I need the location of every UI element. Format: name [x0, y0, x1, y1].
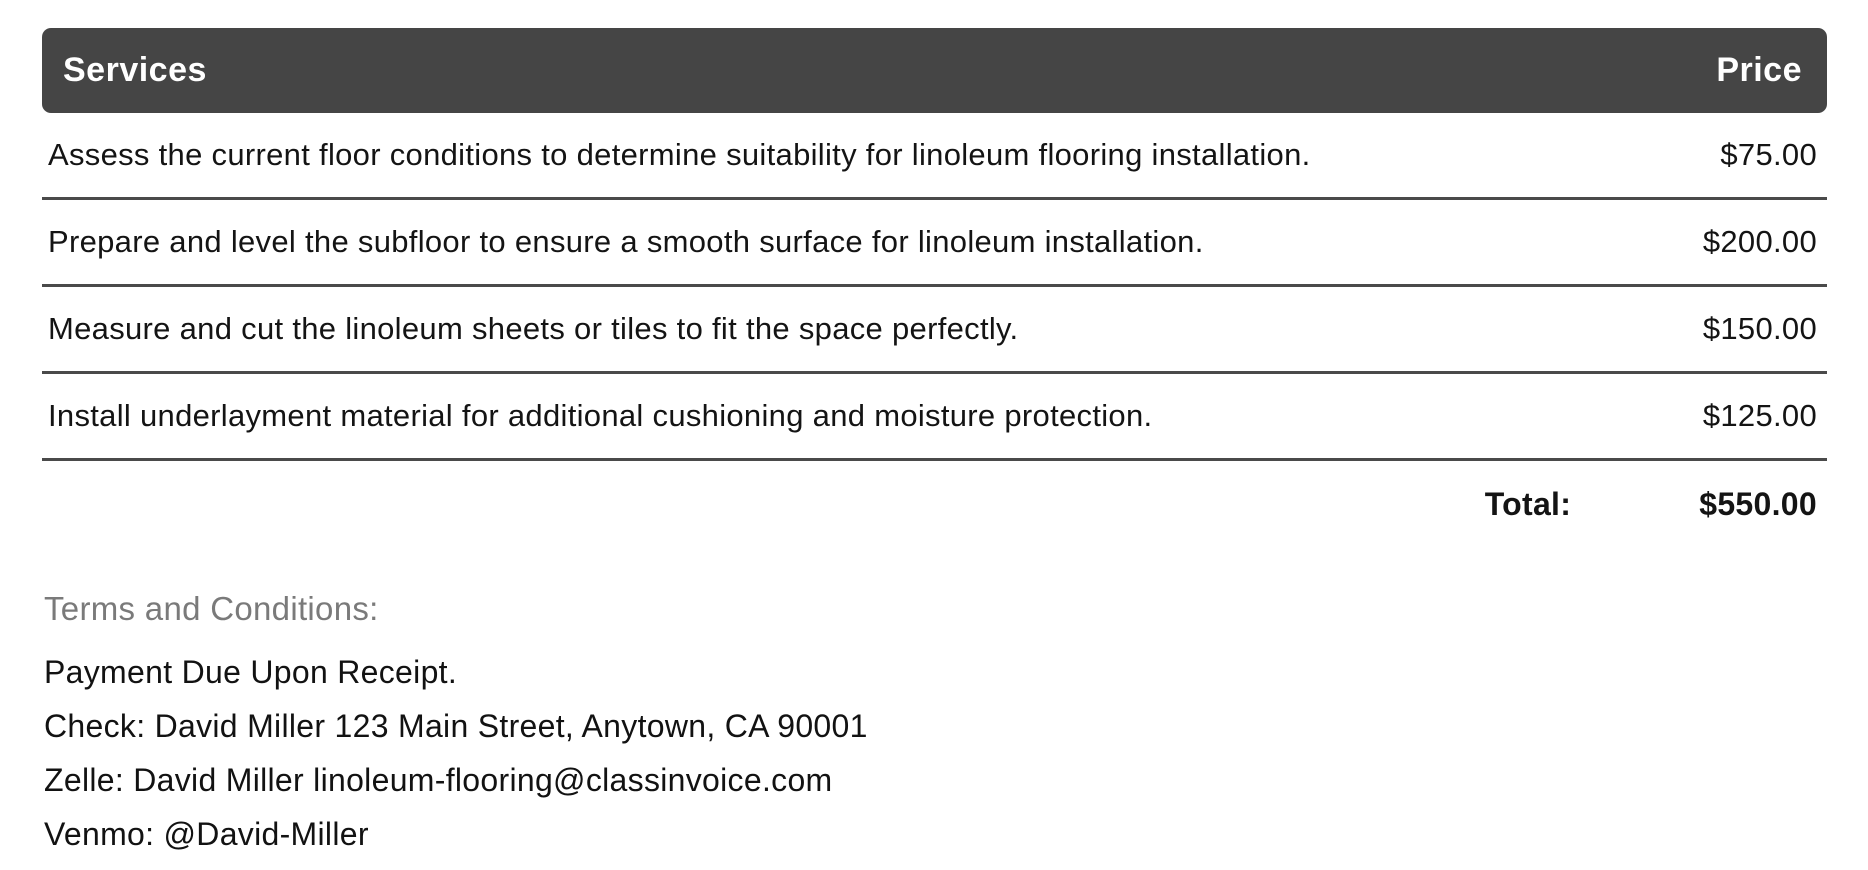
- header-services-label: Services: [63, 51, 207, 89]
- service-price: $75.00: [1720, 137, 1817, 172]
- table-row: [42, 287, 1827, 374]
- header-price-label: Price: [1716, 51, 1802, 89]
- table-header: [42, 28, 1827, 113]
- terms-line-zelle: Zelle: David Miller linoleum-flooring@classinvoice.com: [44, 762, 833, 798]
- service-price: $150.00: [1702, 311, 1817, 346]
- total-row: [42, 461, 1827, 547]
- service-price: $125.00: [1702, 398, 1817, 433]
- terms-heading: Terms and Conditions:: [44, 590, 379, 627]
- services-table: [42, 28, 1827, 547]
- terms-line-venmo: Venmo: @David-Miller: [44, 816, 369, 852]
- terms-line-payment-due: Payment Due Upon Receipt.: [44, 654, 458, 690]
- table-row: [42, 113, 1827, 200]
- service-price: $200.00: [1702, 224, 1817, 259]
- terms-section: [42, 589, 1827, 861]
- service-description: Install underlayment material for additional cushioning and moisture protection.: [48, 398, 1153, 433]
- service-description: Assess the current floor conditions to determine suitability for linoleum flooring installation.: [48, 137, 1311, 172]
- total-label: Total:: [1484, 485, 1572, 522]
- terms-line-check: Check: David Miller 123 Main Street, Anytown, CA 90001: [44, 708, 868, 744]
- service-description: Measure and cut the linoleum sheets or tiles to fit the space perfectly.: [48, 311, 1019, 346]
- total-value: $550.00: [1699, 485, 1817, 522]
- table-row: [42, 374, 1827, 461]
- service-description: Prepare and level the subfloor to ensure a smooth surface for linoleum installation.: [48, 224, 1204, 259]
- table-row: [42, 200, 1827, 287]
